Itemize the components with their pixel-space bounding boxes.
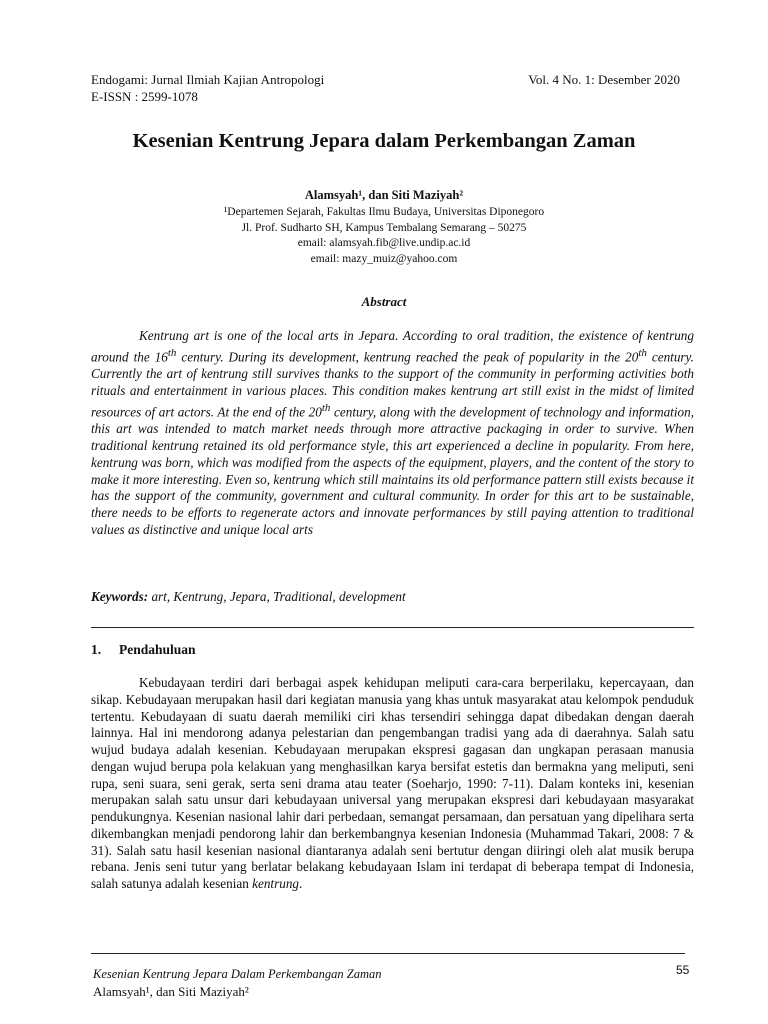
- affiliation-block: [60, 205, 708, 267]
- email-link[interactable]: email: mazy_muiz@yahoo.com: [310, 252, 458, 265]
- superscript: th: [638, 346, 647, 359]
- italic-term: kentrung: [252, 876, 300, 891]
- footer-authors: Alamsyah¹, dan Siti Maziyah²: [93, 984, 249, 999]
- volume-issue: Vol. 4 No. 1: Desember 2020: [528, 72, 680, 87]
- keywords-value: art, Kentrung, Jepara, Traditional, development: [148, 589, 406, 604]
- email-link[interactable]: email: alamsyah.fib@live.undip.ac.id: [297, 237, 471, 249]
- footer-title: Kesenian Kentrung Jepara Dalam Perkembangan Zaman: [93, 967, 382, 981]
- page-number: 55: [676, 963, 690, 977]
- affiliation-line: ¹Departemen Sejarah, Fakultas Ilmu Budaya, Universitas Diponegoro: [223, 206, 545, 218]
- article-title: Kesenian Kentrung Jepara dalam Perkembangan Zaman: [132, 130, 636, 152]
- body-paragraph: Kebudayaan terdiri dari berbagai aspek kehidupan meliputi cara-cara berperilaku, kepercayaan, dan sikap. Kebudayaan merupakan hasil dari kegiatan manusia yang khas untuk masyarakat atau kelompok penduduk tertentu. Kebudayaan di suatu daerah memiliki ciri khas tersendiri sehingga dapat dibedakan dengan daerah lainnya. Hal ini mendorong adanya pelestarian dan pengembangan tradisi yang ada di daerahnya. Salah satu wujud budaya adalah kesenian. Kebudayaan merupakan ekspresi gagasan dan ungkapan perasaan manusia dengan wujud berupa pola kelakuan yang menghasilkan karya bersifat estetis dan bermakna yang meliputi, seni rupa, seni suara, seni gerak, serta seni drama atau teater (Soeharjo, 1990: 7-11). Dalam konteks ini, kesenian merupakan salah satu unsur dari kebudayaan universal yang merupakan ekspresi dari kebudayaan masyarakat pendukungnya. Kesenian nasional lahir dari perbedaan, semangat persamaan, dan persatuan yang dipelihara serta dikembangkan menjadi pendorong lahir dan berkembangnya kesenian Indonesia (Muhammad Takari, 2008: 7 & 31). Salah satu hasil kesenian nasional diantaranya adalah seni bertutur dengan diiringi oleh alat musik berupa rebana. Jenis seni tutur yang berlatar belakang kebudayaan Islam ini terdapat di beberapa tempat di Indonesia, salah satunya adalah kesenian kentrung.: [91, 675, 694, 891]
- superscript: th: [321, 401, 331, 414]
- abstract-text: Kentrung art is one of the local arts in Jepara. According to oral tradition, the existence of kentrung around the 16th century. During its development, kentrung reached the peak of popularity in the 20th century. Currently the art of kentrung still survives thanks to the support of the community in performing activities both rituals and entertainment in various places. This condition makes kentrung art still exist in the midst of limited resources of art actors. At the end of the 20th century, along with the development of technology and information, this art was intended to match market needs through more attractive packaging in order to survive. When traditional kentrung retained its old performance style, this art experienced a decline in popularity. From here, kentrung was born, which was modified from the aspects of the equipment, players, and the content of the story to make it more interesting. Even so, kentrung which still maintains its old performance pattern still exists because it has the support of the community, government and cultural community. In order for this art to be sustainable, there needs to be efforts to regenerate actors and innovate performances by still paying attention to traditional values as distinctive and unique local arts: [91, 328, 694, 538]
- section-heading: [91, 642, 196, 658]
- address-line: Jl. Prof. Sudharto SH, Kampus Tembalang Semarang – 50275: [241, 221, 527, 234]
- superscript: th: [167, 346, 177, 359]
- footer-divider: [91, 953, 685, 954]
- section-title: Pendahuluan: [119, 642, 196, 657]
- issn: E-ISSN : 2599-1078: [91, 89, 198, 104]
- keywords-label: Keywords:: [91, 589, 149, 604]
- keywords-line: [91, 589, 694, 605]
- section-number: 1.: [91, 642, 102, 657]
- author-list: Alamsyah¹, dan Siti Maziyah²: [304, 188, 464, 202]
- journal-name: Endogami: Jurnal Ilmiah Kajian Antropologi: [91, 72, 325, 87]
- section-divider: [91, 627, 694, 628]
- abstract-heading: Abstract: [361, 294, 407, 309]
- running-header: [91, 71, 680, 105]
